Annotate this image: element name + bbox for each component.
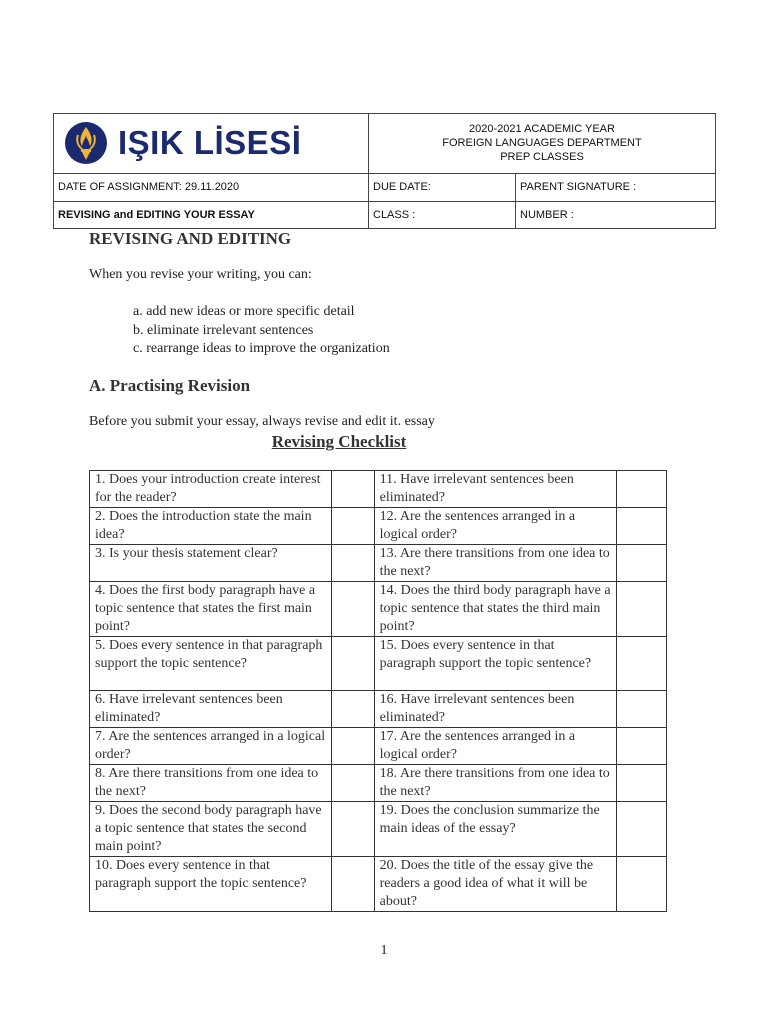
check-box[interactable]: [616, 765, 666, 802]
institution-cell: [369, 114, 716, 174]
question-cell: 15. Does every sentence in that paragraph support the topic sentence?: [374, 637, 616, 691]
school-logo: [54, 114, 368, 172]
torch-emblem-icon: [64, 119, 108, 167]
number-field[interactable]: NUMBER :: [516, 201, 716, 228]
check-box[interactable]: [616, 471, 666, 508]
check-box[interactable]: [616, 691, 666, 728]
intro-text: When you revise your writing, you can:: [89, 267, 312, 282]
question-cell: 9. Does the second body paragraph have a topic sentence that states the second main point?: [90, 802, 332, 857]
question-cell: 18. Are there transitions from one idea to the next?: [374, 765, 616, 802]
check-box[interactable]: [332, 728, 374, 765]
check-box[interactable]: [332, 857, 374, 912]
check-box[interactable]: [616, 508, 666, 545]
check-box[interactable]: [332, 545, 374, 582]
revision-options: [133, 303, 390, 359]
table-row: [90, 545, 667, 582]
question-cell: 19. Does the conclusion summarize the main ideas of the essay?: [374, 802, 616, 857]
table-row: [90, 802, 667, 857]
table-row: [90, 508, 667, 545]
main-heading: REVISING AND EDITING: [89, 229, 292, 248]
check-box[interactable]: [332, 582, 374, 637]
check-box[interactable]: [616, 857, 666, 912]
school-name: IŞIK LİSESİ: [118, 124, 302, 162]
check-box[interactable]: [332, 637, 374, 691]
prep-classes: PREP CLASSES: [500, 151, 584, 164]
table-row: [90, 857, 667, 912]
question-cell: 11. Have irrelevant sentences been eliminated?: [374, 471, 616, 508]
check-box[interactable]: [616, 545, 666, 582]
question-cell: 2. Does the introduction state the main idea?: [90, 508, 332, 545]
question-cell: 7. Are the sentences arranged in a logical order?: [90, 728, 332, 765]
question-cell: 20. Does the title of the essay give the readers a good idea of what it will be about?: [374, 857, 616, 912]
date-of-assignment: DATE OF ASSIGNMENT: 29.11.2020: [54, 173, 369, 201]
table-row: [90, 765, 667, 802]
check-box[interactable]: [332, 802, 374, 857]
question-cell: 13. Are there transitions from one idea to the next?: [374, 545, 616, 582]
question-cell: 1. Does your introduction create interest for the reader?: [90, 471, 332, 508]
section-heading: A. Practising Revision: [89, 376, 251, 395]
option-item: a. add new ideas or more specific detail: [133, 304, 355, 319]
parent-signature-field[interactable]: PARENT SIGNATURE :: [516, 173, 716, 201]
table-row: [90, 471, 667, 508]
check-box[interactable]: [332, 508, 374, 545]
question-cell: 12. Are the sentences arranged in a logical order?: [374, 508, 616, 545]
check-box[interactable]: [616, 728, 666, 765]
due-date-field[interactable]: DUE DATE:: [369, 173, 516, 201]
department: FOREIGN LANGUAGES DEPARTMENT: [442, 137, 642, 150]
check-box[interactable]: [332, 471, 374, 508]
option-item: b. eliminate irrelevant sentences: [133, 322, 314, 338]
question-cell: 5. Does every sentence in that paragraph support the topic sentence?: [90, 637, 332, 691]
class-field[interactable]: CLASS :: [369, 201, 516, 228]
academic-year: 2020-2021 ACADEMIC YEAR: [469, 123, 615, 136]
check-box[interactable]: [616, 802, 666, 857]
question-cell: 4. Does the first body paragraph have a topic sentence that states the first main point?: [90, 582, 332, 637]
check-box[interactable]: [332, 691, 374, 728]
checklist-title-wrap: [0, 432, 768, 452]
check-box[interactable]: [616, 637, 666, 691]
question-cell: 10. Does every sentence in that paragraph support the topic sentence?: [90, 857, 332, 912]
check-box[interactable]: [616, 582, 666, 637]
table-row: [90, 728, 667, 765]
table-row: [90, 582, 667, 637]
revising-checklist-table: [89, 470, 667, 912]
checklist-title: Revising Checklist: [271, 432, 407, 451]
table-row: [90, 691, 667, 728]
question-cell: 3. Is your thesis statement clear?: [90, 545, 332, 582]
question-cell: 17. Are the sentences arranged in a logical order?: [374, 728, 616, 765]
assignment-header: [53, 113, 716, 229]
section-note: Before you submit your essay, always revise and edit it. essay: [89, 414, 435, 429]
page-number: 1: [380, 943, 388, 958]
question-cell: 14. Does the third body paragraph have a topic sentence that states the third main point?: [374, 582, 616, 637]
option-item: c. rearrange ideas to improve the organization: [133, 341, 390, 356]
assignment-topic: REVISING and EDITING YOUR ESSAY: [54, 201, 369, 228]
table-row: [90, 637, 667, 691]
question-cell: 16. Have irrelevant sentences been eliminated?: [374, 691, 616, 728]
question-cell: 8. Are there transitions from one idea to the next?: [90, 765, 332, 802]
check-box[interactable]: [332, 765, 374, 802]
question-cell: 6. Have irrelevant sentences been eliminated?: [90, 691, 332, 728]
logo-cell: [54, 114, 369, 174]
